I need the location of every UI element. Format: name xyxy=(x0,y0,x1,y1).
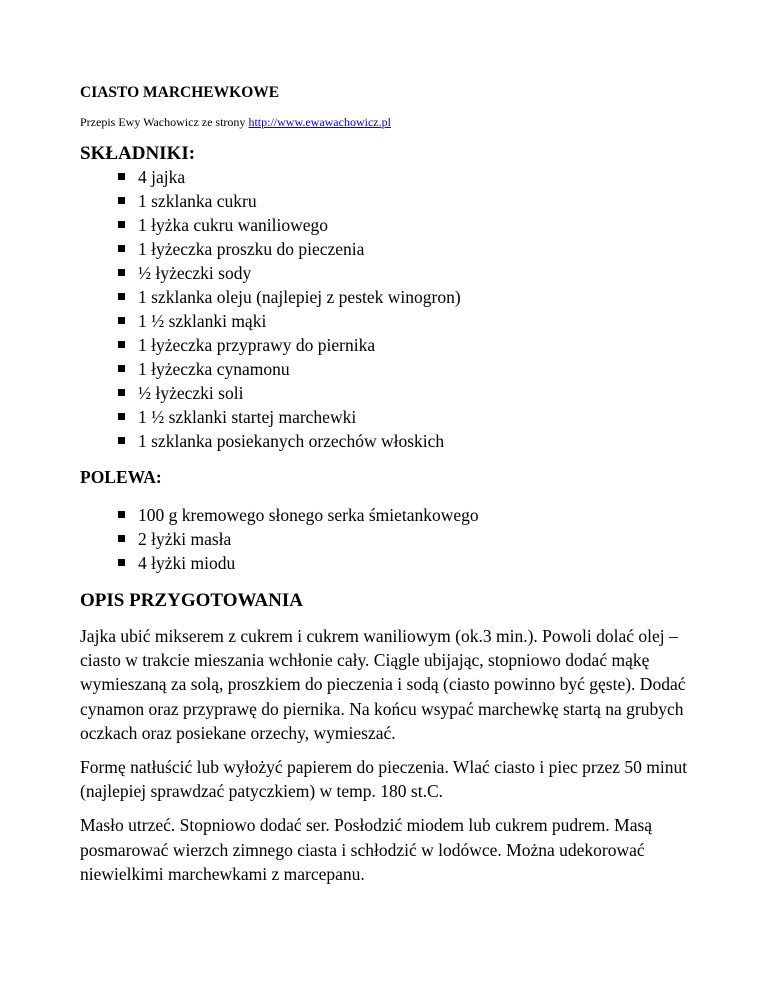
topping-text: 2 łyżki masła xyxy=(138,529,232,549)
ingredient-text: 1 ½ szklanki mąki xyxy=(138,311,267,331)
square-bullet-icon xyxy=(118,511,125,518)
list-item xyxy=(80,165,700,189)
preparation-paragraph: Jajka ubić mikserem z cukrem i cukrem waniliowym (ok.3 min.). Powoli dolać olej – ciasto w trakcie mieszania wchłonie cały. Ciągle ubijając, stopniowo dodać mąkę wymieszaną za solą, proszkiem do pieczenia i sodą (ciasto powinno być gęste). Dodać cynamon oraz przyprawę do piernika. Na końcu wsypać marchewkę startą na grubych oczkach oraz posiekane orzechy, wymieszać. xyxy=(80,626,686,743)
ingredient-text: 1 łyżeczka przyprawy do piernika xyxy=(138,335,376,355)
ingredient-text: 1 łyżeczka proszku do pieczenia xyxy=(138,239,365,259)
list-item xyxy=(80,261,700,285)
ingredient-text: 1 łyżka cukru waniliowego xyxy=(138,215,329,235)
list-item xyxy=(80,333,700,357)
square-bullet-icon xyxy=(118,221,125,228)
ingredient-text: 1 szklanka cukru xyxy=(138,191,257,211)
square-bullet-icon xyxy=(118,245,125,252)
list-item xyxy=(80,237,700,261)
document-page xyxy=(80,78,700,886)
recipe-source xyxy=(80,114,700,130)
list-item xyxy=(80,309,700,333)
ingredient-text: 1 szklanka posiekanych orzechów włoskich xyxy=(138,431,445,451)
ingredient-text: ½ łyżeczki soli xyxy=(138,383,244,403)
square-bullet-icon xyxy=(118,389,125,396)
square-bullet-icon xyxy=(118,413,125,420)
ingredients-heading: SKŁADNIKI: xyxy=(80,143,196,164)
list-item xyxy=(80,405,700,429)
square-bullet-icon xyxy=(118,437,125,444)
square-bullet-icon xyxy=(118,197,125,204)
square-bullet-icon xyxy=(118,293,125,300)
preparation-paragraph: Formę natłuścić lub wyłożyć papierem do pieczenia. Wlać ciasto i piec przez 50 minut (najlepiej sprawdzać patyczkiem) w temp. 180 st.C. xyxy=(80,757,688,802)
square-bullet-icon xyxy=(118,317,125,324)
square-bullet-icon xyxy=(118,341,125,348)
square-bullet-icon xyxy=(118,365,125,372)
ingredient-text: 4 jajka xyxy=(138,167,186,187)
list-item xyxy=(80,551,700,575)
recipe-title: CIASTO MARCHEWKOWE xyxy=(80,84,280,101)
ingredient-text: 1 szklanka oleju (najlepiej z pestek winogron) xyxy=(138,287,461,307)
list-item xyxy=(80,381,700,405)
ingredient-text: 1 ½ szklanki startej marchewki xyxy=(138,407,357,427)
preparation-heading: OPIS PRZYGOTOWANIA xyxy=(80,590,303,611)
list-item xyxy=(80,503,700,527)
source-link[interactable]: http://www.ewawachowicz.pl xyxy=(248,115,391,129)
square-bullet-icon xyxy=(118,559,125,566)
ingredients-list xyxy=(80,165,700,453)
topping-list xyxy=(80,503,700,575)
list-item xyxy=(80,357,700,381)
source-prefix: Przepis Ewy Wachowicz ze strony xyxy=(80,115,249,129)
list-item xyxy=(80,285,700,309)
list-item xyxy=(80,527,700,551)
ingredient-text: 1 łyżeczka cynamonu xyxy=(138,359,290,379)
topping-text: 4 łyżki miodu xyxy=(138,553,236,573)
list-item xyxy=(80,429,700,453)
topping-text: 100 g kremowego słonego serka śmietankowego xyxy=(138,505,479,525)
topping-heading: POLEWA: xyxy=(80,467,162,487)
list-item xyxy=(80,189,700,213)
preparation-paragraph: Masło utrzeć. Stopniowo dodać ser. Posłodzić miodem lub cukrem pudrem. Masą posmarować wierzch zimnego ciasta i schłodzić w lodówce. Można udekorować niewielkimi marchewkami z marcepanu. xyxy=(80,815,653,884)
square-bullet-icon xyxy=(118,535,125,542)
list-item xyxy=(80,213,700,237)
ingredient-text: ½ łyżeczki sody xyxy=(138,263,252,283)
square-bullet-icon xyxy=(118,173,125,180)
square-bullet-icon xyxy=(118,269,125,276)
